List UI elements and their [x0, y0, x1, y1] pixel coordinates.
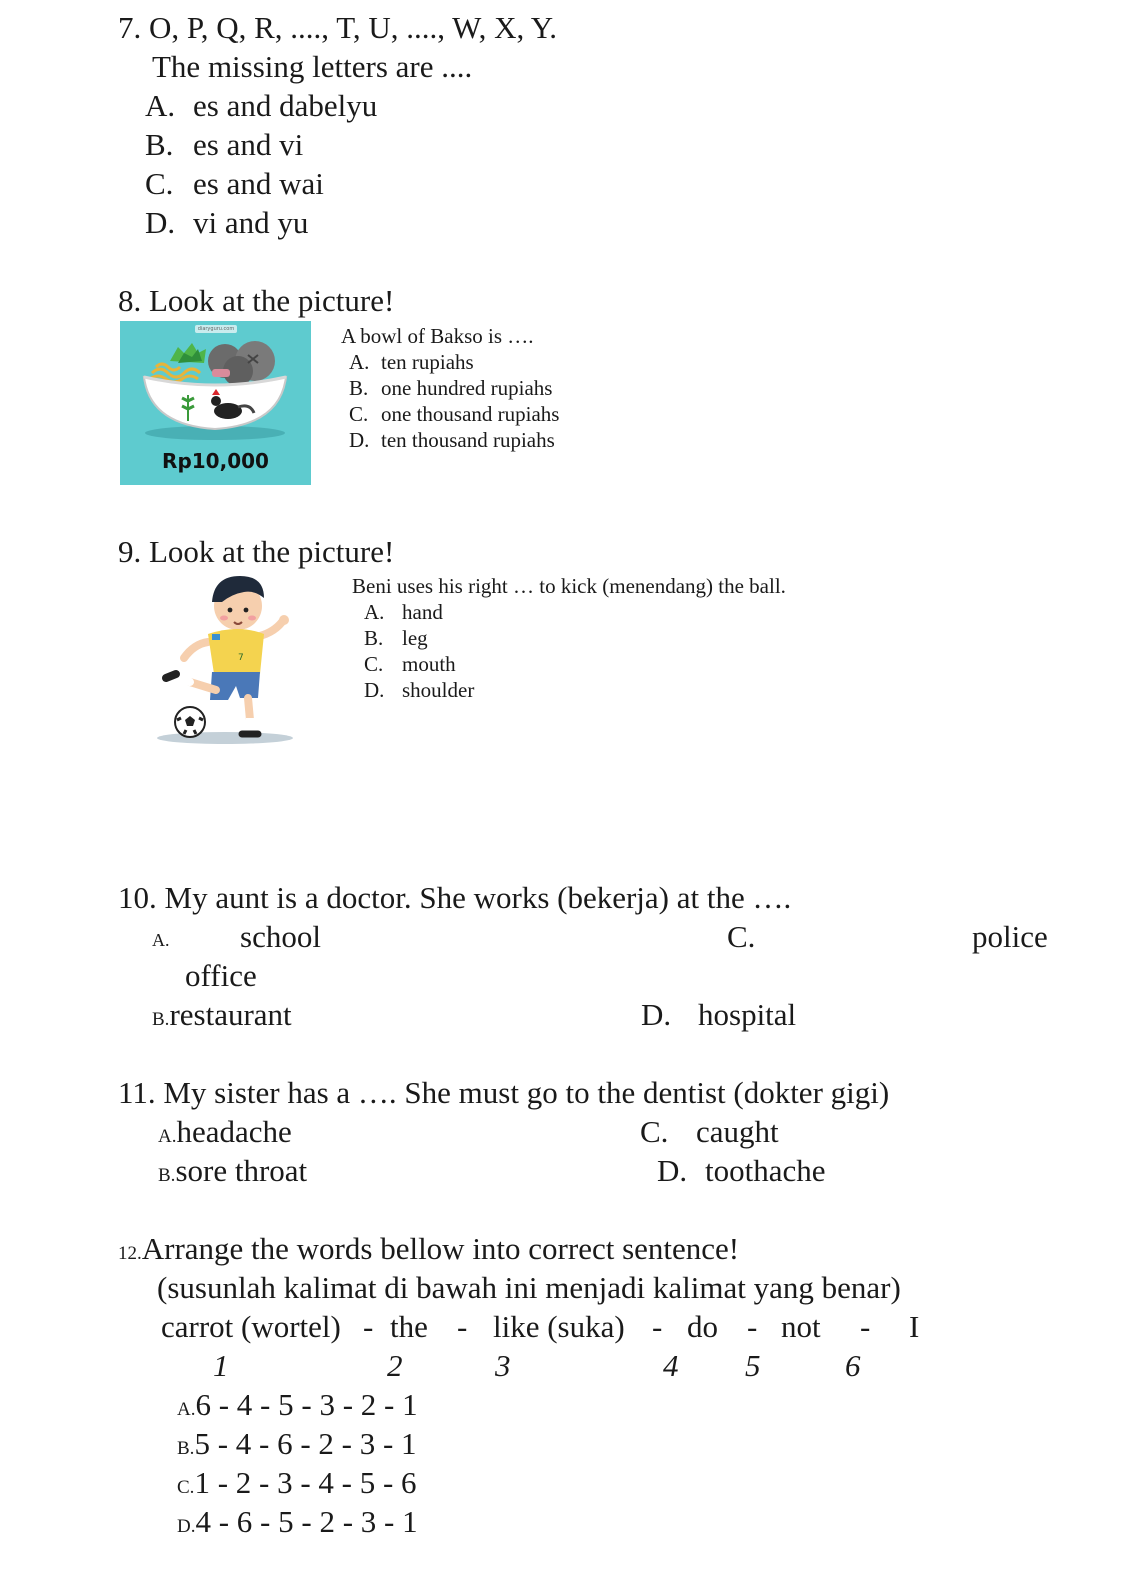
word-number-2: 2 — [387, 1348, 403, 1383]
option-c-text[interactable]: police — [972, 919, 1048, 954]
question-7-prompt: 7. O, P, Q, R, ...., T, U, ...., W, X, Y. — [118, 10, 557, 45]
option-letter: B. — [152, 1009, 170, 1030]
option-letter: D. — [145, 205, 176, 240]
word-3: like (suka) — [493, 1309, 625, 1344]
option-d[interactable] — [177, 1504, 418, 1545]
option-text: 5 - 4 - 6 - 2 - 3 - 1 — [194, 1426, 417, 1461]
option-letter: B. — [364, 626, 384, 650]
option-letter: C. — [177, 1477, 195, 1498]
option-a[interactable] — [364, 599, 443, 625]
option-text: es and wai — [193, 166, 324, 201]
word-1: carrot (wortel) — [161, 1309, 341, 1344]
option-text: leg — [402, 626, 428, 650]
option-letter: D. — [364, 678, 385, 702]
option-text: one thousand rupiahs — [381, 402, 560, 426]
word-number-1: 1 — [213, 1348, 229, 1383]
word-number-6: 6 — [845, 1348, 861, 1383]
option-text: ten thousand rupiahs — [381, 428, 555, 452]
option-a[interactable] — [158, 1114, 292, 1155]
option-letter: D. — [177, 1516, 196, 1537]
option-text: mouth — [402, 652, 456, 676]
option-text: hospital — [698, 997, 797, 1032]
option-text: vi and yu — [193, 205, 309, 240]
word-number-4: 4 — [663, 1348, 679, 1383]
option-text: 1 - 2 - 3 - 4 - 5 - 6 — [194, 1465, 417, 1500]
option-letter: C. — [727, 919, 756, 954]
option-b[interactable] — [364, 625, 428, 651]
question-7-subprompt: The missing letters are .... — [152, 49, 473, 84]
price-label: Rp10,000 — [162, 449, 269, 473]
option-letter: C. — [349, 402, 369, 426]
option-a[interactable] — [145, 88, 377, 124]
option-text: es and dabelyu — [193, 88, 378, 123]
option-text: one hundred rupiahs — [381, 376, 553, 400]
option-letter: A. — [364, 600, 385, 624]
option-a[interactable] — [349, 349, 474, 375]
option-letter: B. — [158, 1165, 176, 1186]
option-text: headache — [176, 1114, 292, 1149]
question-9-text: Beni uses his right … to kick (menendang) the ball. — [352, 574, 786, 598]
option-d[interactable] — [641, 997, 796, 1033]
image-credit: diaryguru.com — [195, 325, 237, 333]
question-text: Arrange the words bellow into correct sentence! — [141, 1231, 740, 1266]
option-c[interactable] — [364, 651, 456, 677]
question-8-prompt: 8. Look at the picture! — [118, 283, 395, 318]
option-text: caught — [696, 1114, 779, 1149]
boy-kicking-ball-illustration — [150, 572, 300, 747]
option-d[interactable] — [657, 1153, 826, 1189]
option-letter: A. — [177, 1399, 196, 1420]
option-letter: C. — [640, 1114, 669, 1149]
option-a[interactable] — [177, 1387, 418, 1428]
option-letter: A. — [152, 930, 170, 950]
question-number: 12. — [118, 1243, 142, 1264]
word-number-5: 5 — [745, 1348, 761, 1383]
option-a-text[interactable]: school — [240, 919, 321, 954]
option-c[interactable] — [349, 401, 559, 427]
option-d[interactable] — [145, 205, 308, 241]
word-separator: - — [860, 1309, 871, 1344]
option-letter: A. — [145, 88, 176, 123]
option-letter: D. — [641, 997, 672, 1032]
option-c[interactable] — [177, 1465, 417, 1506]
option-text: 6 - 4 - 5 - 3 - 2 - 1 — [195, 1387, 418, 1422]
option-letter: B. — [349, 376, 369, 400]
option-text: 4 - 6 - 5 - 2 - 3 - 1 — [195, 1504, 418, 1539]
word-6: I — [909, 1309, 920, 1344]
word-separator: - — [747, 1309, 758, 1344]
word-number-3: 3 — [495, 1348, 511, 1383]
bakso-image — [120, 321, 311, 485]
word-4: do — [687, 1309, 718, 1344]
option-letter: A. — [158, 1126, 177, 1147]
option-text: hand — [402, 600, 443, 624]
question-9-prompt: 9. Look at the picture! — [118, 534, 395, 569]
word-separator: - — [457, 1309, 468, 1344]
bakso-bowl-illustration — [120, 321, 311, 449]
word-separator: - — [652, 1309, 663, 1344]
question-10-prompt: 10. My aunt is a doctor. She works (bekerja) at the …. — [118, 880, 792, 915]
option-text: shoulder — [402, 678, 475, 702]
option-b[interactable] — [177, 1426, 417, 1467]
option-letter: C. — [145, 166, 174, 201]
option-b[interactable] — [349, 375, 552, 401]
question-12-prompt — [118, 1231, 739, 1272]
question-8-text: A bowl of Bakso is …. — [341, 324, 534, 348]
option-letter: A. — [349, 350, 370, 374]
option-d[interactable] — [349, 427, 555, 453]
option-text: es and vi — [193, 127, 304, 162]
option-c-text-continued[interactable]: office — [185, 958, 257, 993]
option-d[interactable] — [364, 677, 474, 703]
word-separator: - — [363, 1309, 374, 1344]
option-b[interactable] — [158, 1153, 307, 1194]
option-letter: C. — [364, 652, 384, 676]
option-letter: D. — [349, 428, 370, 452]
option-letter: B. — [145, 127, 174, 162]
jersey-number: 7 — [238, 653, 244, 663]
option-letter: B. — [177, 1438, 195, 1459]
question-12-translation: (susunlah kalimat di bawah ini menjadi kalimat yang benar) — [157, 1270, 901, 1305]
option-letter: D. — [657, 1153, 688, 1188]
option-text: restaurant — [169, 997, 292, 1032]
option-text: toothache — [705, 1153, 826, 1188]
question-11-prompt: 11. My sister has a …. She must go to the dentist (dokter gigi) — [118, 1075, 890, 1110]
option-c[interactable] — [640, 1114, 779, 1150]
option-b[interactable] — [145, 127, 303, 163]
word-5: not — [781, 1309, 821, 1344]
option-text: ten rupiahs — [381, 350, 474, 374]
option-c[interactable] — [145, 166, 324, 202]
option-b[interactable] — [152, 997, 292, 1038]
option-text: sore throat — [175, 1153, 308, 1188]
word-2: the — [390, 1309, 428, 1344]
